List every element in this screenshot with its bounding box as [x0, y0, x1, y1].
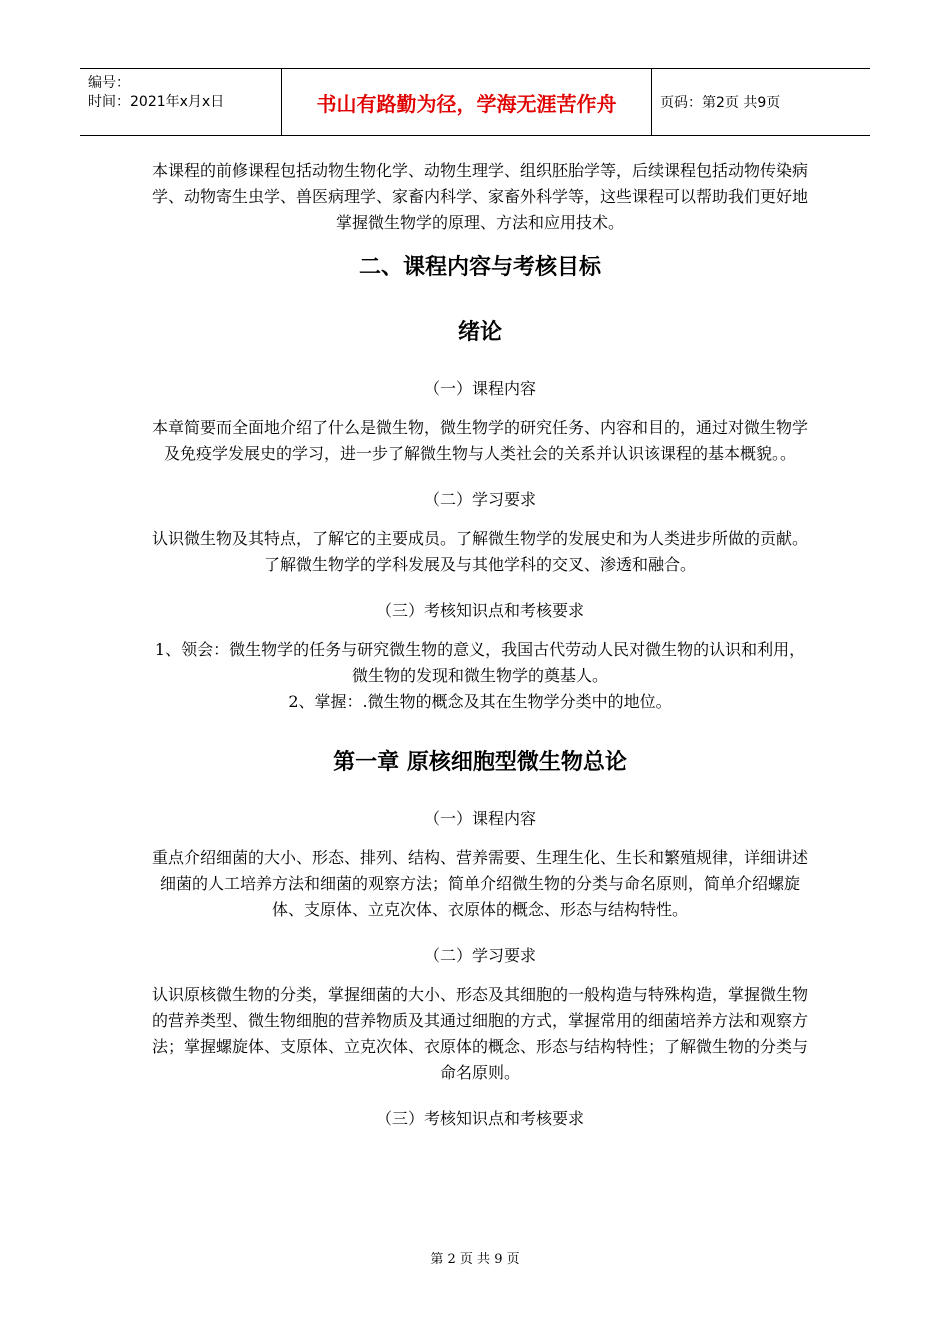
chapter1-req-text: 认识原核微生物的分类，掌握细菌的大小、形态及其细胞的一般构造与特殊构造，掌握微生物的营养类型、微生物细胞的营养物质及其通过细胞的方式，掌握常用的细菌培养方法和观察方法；掌握螺旋体、支原体、立克次体、衣原体的概念、形态与结构特性；了解微生物的分类与命名原则。 [151, 985, 808, 1082]
page-body [150, 158, 810, 1129]
time-label: 时间：2021年x月x日 [88, 94, 225, 110]
chapter1-content-text: 重点介绍细菌的大小、形态、排列、结构、营养需要、生理生化、生长和繁殖规律，详细讲述细菌的人工培养方法和细菌的观察方法；简单介绍微生物的分类与命名原则，简单介绍螺旋体、支原体、立克次体、衣原体的概念、形态与结构特性。 [151, 848, 808, 919]
chapter1-title: 第一章 原核细胞型微生物总论 [333, 750, 627, 775]
intro-paragraph: 本课程的前修课程包括动物生物化学、动物生理学、组织胚胎学等，后续课程包括动物传染病学、动物寄生虫学、兽医病理学、家畜内科学、家畜外科学等，这些课程可以帮助我们更好地掌握微生物学的原理、方法和应用技术。 [151, 161, 808, 232]
chapter1-exam-heading: （三）考核知识点和考核要求 [375, 1109, 584, 1128]
intro-exam-heading: （三）考核知识点和考核要求 [375, 601, 584, 620]
header-page-label: 页码：第2页 共9页 [660, 95, 781, 111]
intro-exam-item-1: 1、领会：微生物学的任务与研究微生物的意义，我国古代劳动人民对微生物的认识和利用，微生物的发现和微生物学的奠基人。 [154, 640, 806, 685]
section-title: 二、课程内容与考核目标 [358, 255, 601, 280]
page-footer: 第 2 页 共 9 页 [430, 1252, 520, 1267]
header-left-cell [80, 69, 282, 135]
intro-content-heading: （一）课程内容 [423, 379, 536, 398]
number-label: 编号： [88, 75, 130, 91]
header-motto: 书山有路勤为径，学海无涯苦作舟 [282, 69, 652, 135]
intro-exam-item-2: 2、掌握：.微生物的概念及其在生物学分类中的地位。 [288, 692, 672, 711]
intro-content-text: 本章简要而全面地介绍了什么是微生物，微生物学的研究任务、内容和目的，通过对微生物学及免疫学发展史的学习，进一步了解微生物与人类社会的关系并认识该课程的基本概貌。。 [151, 418, 808, 463]
chapter1-content-heading: （一）课程内容 [423, 809, 536, 828]
document-header [80, 68, 870, 136]
intro-req-text: 认识微生物及其特点，了解它的主要成员。了解微生物学的发展史和为人类进步所做的贡献。了解微生物学的学科发展及与其他学科的交叉、渗透和融合。 [151, 529, 808, 574]
intro-chapter-title: 绪论 [457, 320, 502, 345]
chapter1-req-heading: （二）学习要求 [423, 946, 536, 965]
intro-req-heading: （二）学习要求 [423, 490, 536, 509]
